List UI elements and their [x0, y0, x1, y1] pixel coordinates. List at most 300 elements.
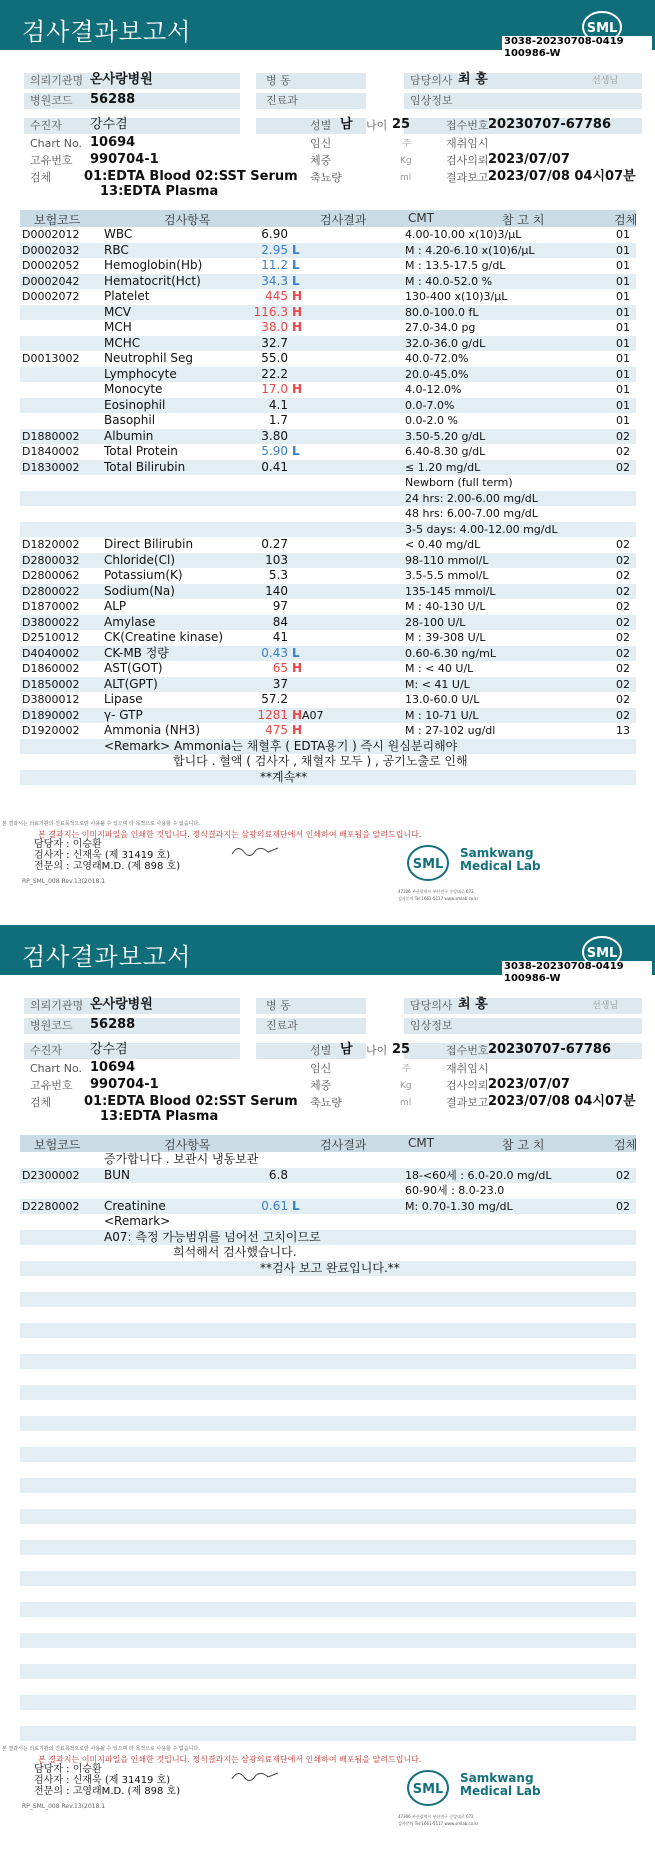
- table-row: [20, 506, 636, 522]
- table-row: [20, 429, 636, 445]
- test-result: 37: [272, 676, 288, 691]
- test-result: 0.61: [261, 1198, 288, 1213]
- specimen-code: 13: [616, 724, 630, 737]
- insurance-code: D1890002: [22, 708, 80, 722]
- test-result: 6.8: [268, 1167, 288, 1182]
- table-row: [20, 1602, 636, 1618]
- test-item: Direct Bilirubin: [104, 537, 194, 551]
- table-row: [20, 1493, 636, 1509]
- specimen-code: 02: [616, 429, 630, 443]
- lab-address: 47306 부산광역시 부산진구 중앙대로 672 검사문의 Tel:1661-5117 www.smlab.co.kr: [398, 1814, 479, 1826]
- table-row: [20, 1431, 636, 1447]
- weight-unit: Kg: [400, 156, 412, 166]
- specimen-line-1: 01:EDTA Blood 02:SST Serum: [84, 169, 298, 184]
- test-item: MCV: [104, 304, 131, 319]
- footer-disclaimer: 본 결과서는 의료기관의 진료목적으로만 사용될 수 있으며 타 목적으로 사용할 수 없습니다.: [2, 1746, 200, 1752]
- report-title: 검사결과보고서: [22, 943, 192, 971]
- table-row: [20, 568, 636, 584]
- test-item: Lymphocyte: [104, 366, 177, 381]
- report-label: 결과보고: [446, 1096, 489, 1109]
- footer-staff: 담당자 : 이승환 검사자 : 신재욱 (제 31419 호) 전문의 : 고영래M.D. (제 898 호): [34, 1764, 181, 1797]
- svg-text:SML: SML: [586, 946, 618, 961]
- report-label: 결과보고: [446, 171, 489, 184]
- test-item: MCH: [104, 320, 132, 334]
- result-flag: H: [292, 661, 303, 675]
- reference-range: M: 0.70-1.30 mg/dL: [405, 1199, 513, 1213]
- table-row: [20, 522, 636, 538]
- reference-range: 4.0-12.0%: [405, 383, 462, 396]
- test-result: 1.7: [268, 413, 288, 427]
- svg-text:SML: SML: [412, 1782, 444, 1797]
- table-row: [20, 382, 636, 398]
- test-item: Sodium(Na): [104, 583, 175, 598]
- reference-range: 98-110 mmol/L: [405, 553, 489, 567]
- reference-range: 18-<60세 : 6.0-20.0 mg/dL: [405, 1168, 552, 1182]
- table-row: [20, 599, 636, 615]
- specimen-code: 02: [616, 646, 630, 660]
- results-table-header: [20, 1135, 636, 1152]
- doctor-name: 최 홍: [458, 997, 488, 1012]
- test-item: Creatinine: [104, 1198, 166, 1213]
- specimen-code: 01: [616, 367, 630, 381]
- continued-note: **계속**: [260, 769, 308, 784]
- report-footer: [0, 1745, 655, 1850]
- request-label: 검사의뢰: [446, 154, 489, 167]
- patient-name: 강수겸: [90, 117, 128, 132]
- age-value: 25: [392, 1042, 411, 1057]
- test-item: Lipase: [104, 692, 143, 706]
- test-result: 4.1: [268, 397, 288, 412]
- weight-label: 체중: [310, 154, 332, 167]
- table-row: [20, 1245, 636, 1261]
- insurance-code: D2280002: [22, 1199, 80, 1213]
- reference-range: 3.5-5.5 mmol/L: [405, 569, 489, 582]
- signature-icon: [230, 842, 280, 860]
- reference-range: 6.40-8.30 g/dL: [405, 445, 486, 458]
- specimen-code: 01: [616, 274, 630, 288]
- table-row: [20, 1633, 636, 1649]
- table-row: [20, 258, 636, 274]
- specimen-code: 02: [616, 553, 630, 567]
- test-item: Ammonia (NH3): [104, 723, 201, 737]
- test-item: Total Protein: [104, 444, 178, 458]
- test-item: Amylase: [104, 614, 156, 629]
- test-item: Eosinophil: [104, 397, 166, 412]
- test-item: CK-MB 정량: [104, 645, 169, 660]
- specimen-code: 02: [616, 708, 630, 722]
- hospital-label: 의뢰기관명: [30, 999, 84, 1012]
- specimen-code: 02: [616, 662, 630, 675]
- specimen-label: 검체: [30, 171, 52, 184]
- table-row: [20, 630, 636, 646]
- table-row: [20, 537, 636, 553]
- test-result: 17.0: [261, 382, 288, 396]
- results-table-header: [20, 210, 636, 227]
- test-item: AST(GOT): [104, 661, 163, 675]
- col-result: 검사결과: [320, 213, 367, 227]
- specimen-code: 01: [616, 290, 630, 303]
- test-result: 5.3: [268, 568, 288, 582]
- specimen-code: 01: [616, 259, 630, 272]
- samkwang-logo-icon: [405, 843, 451, 883]
- test-item: Total Bilirubin: [104, 459, 186, 474]
- result-flag: H: [292, 382, 303, 396]
- remark-line: 희석해서 검사했습니다.: [173, 1245, 297, 1259]
- report-page-2: [0, 925, 655, 1850]
- footer-disclaimer: 본 결과서는 의료기관의 진료목적으로만 사용될 수 있으며 타 목적으로 사용할 수 없습니다.: [2, 821, 200, 827]
- reference-range: 48 hrs: 6.00-7.00 mg/dL: [405, 507, 538, 520]
- test-result: 6.90: [261, 227, 288, 241]
- test-item: WBC: [104, 227, 133, 241]
- table-row: [20, 1261, 636, 1277]
- footer-notice: 본 결과지는 이미지파일을 인쇄한 것입니다. 정식결과지는 삼광의료재단에서 인쇄하여 배포됨을 알려드립니다.: [38, 1755, 422, 1764]
- reference-range: < 0.40 mg/dL: [405, 538, 481, 551]
- test-item: ALT(GPT): [104, 676, 158, 691]
- specimen-line-2: 13:EDTA Plasma: [100, 1109, 219, 1124]
- table-row: [20, 723, 636, 739]
- test-item: Basophil: [104, 413, 156, 427]
- specimen-code: 01: [616, 243, 630, 257]
- comment-code: A07: [302, 708, 324, 722]
- table-row: [20, 1447, 636, 1463]
- insurance-code: D2510012: [22, 631, 80, 644]
- specimen-line-1: 01:EDTA Blood 02:SST Serum: [84, 1094, 298, 1109]
- insurance-code: D1880002: [22, 429, 80, 443]
- test-result: 32.7: [261, 335, 288, 350]
- insurance-code: D0002012: [22, 228, 80, 241]
- reference-range: ≤ 1.20 mg/dL: [405, 460, 481, 474]
- doctor-label: 담당의사: [410, 74, 453, 87]
- form-revision: RP_SML_008 Rev.13(2018.1: [22, 878, 106, 885]
- reference-range: 3.50-5.20 g/dL: [405, 429, 486, 443]
- table-row: [20, 1617, 636, 1633]
- hosp-code: 56288: [90, 1017, 136, 1032]
- test-result: 1281: [257, 707, 288, 722]
- col-spec: 검체: [614, 1138, 638, 1152]
- svg-text:SML: SML: [412, 857, 444, 872]
- document-number: 3038-20230708-0419 100986-W: [502, 961, 652, 985]
- table-row: [20, 1168, 636, 1184]
- test-result: 34.3: [261, 273, 288, 288]
- ward-label: 병 동: [266, 999, 291, 1012]
- insurance-code: D2800062: [22, 569, 80, 582]
- insurance-code: D0013002: [22, 352, 80, 365]
- reference-range: 0.0-2.0 %: [405, 414, 458, 427]
- reference-range: 130-400 x(10)3/μL: [405, 290, 508, 303]
- patient-label: 수진자: [30, 1044, 62, 1057]
- request-date: 2023/07/07: [488, 1077, 570, 1092]
- urine-unit: ml: [400, 1098, 412, 1108]
- id-number: 990704-1: [90, 152, 159, 167]
- table-row: [20, 1648, 636, 1664]
- reference-range: 40.0-72.0%: [405, 352, 469, 365]
- insurance-code: D1840002: [22, 445, 80, 458]
- result-flag: H: [292, 707, 303, 722]
- results-table-body: [20, 227, 636, 785]
- table-row: [20, 1540, 636, 1556]
- table-row: [20, 320, 636, 336]
- report-complete-note: **검사 보고 완료입니다.**: [260, 1260, 400, 1275]
- reference-range: 0.0-7.0%: [405, 398, 455, 412]
- specimen-code: 02: [616, 615, 630, 629]
- hosp-code-label: 병원코드: [30, 1019, 73, 1032]
- test-result: 57.2: [261, 692, 288, 706]
- table-row: [20, 584, 636, 600]
- table-row: [20, 1354, 636, 1370]
- test-result: 0.43: [261, 645, 288, 660]
- insurance-code: D1870002: [22, 600, 80, 613]
- specimen-code: 01: [616, 321, 630, 334]
- test-result: 41: [272, 630, 288, 644]
- svg-text:SML: SML: [586, 21, 618, 36]
- test-item: MCHC: [104, 335, 141, 350]
- test-item: CK(Creatine kinase): [104, 630, 224, 644]
- test-result: 97: [272, 599, 288, 613]
- specimen-code: 02: [616, 677, 630, 691]
- table-row: [20, 615, 636, 631]
- table-row: [20, 708, 636, 724]
- insurance-code: D3800012: [22, 693, 80, 706]
- reference-range: M: < 41 U/L: [405, 677, 470, 691]
- table-row: [20, 1695, 636, 1711]
- test-result: 140: [265, 583, 288, 598]
- table-row: [20, 739, 636, 755]
- test-result: 0.41: [261, 459, 288, 474]
- col-item: 검사항목: [164, 213, 211, 227]
- table-row: [20, 475, 636, 491]
- table-row: [20, 1199, 636, 1215]
- table-row: [20, 1571, 636, 1587]
- test-result: 3.80: [261, 428, 288, 443]
- insurance-code: D1920002: [22, 724, 80, 737]
- table-row: [20, 413, 636, 429]
- insurance-code: D2800022: [22, 584, 80, 598]
- clinical-label: 임상정보: [410, 94, 453, 107]
- reference-range: M : 13.5-17.5 g/dL: [405, 259, 506, 272]
- test-result: 11.2: [261, 258, 288, 272]
- patient-name: 강수겸: [90, 1042, 128, 1057]
- table-row: [20, 1400, 636, 1416]
- chart-label: Chart No.: [30, 1062, 82, 1075]
- chart-number: 10694: [90, 1060, 136, 1075]
- test-result: 65: [272, 661, 288, 675]
- table-row: [20, 1292, 636, 1308]
- age-label: 나이: [366, 1044, 388, 1057]
- result-flag: H: [292, 320, 303, 334]
- reference-range: Newborn (full term): [405, 476, 513, 489]
- weight-label: 체중: [310, 1079, 332, 1092]
- receipt-label: 접수번호: [446, 1044, 489, 1057]
- table-row: [20, 289, 636, 305]
- col-code: 보험코드: [34, 1138, 81, 1152]
- reference-range: 27.0-34.0 pg: [405, 321, 476, 334]
- insurance-code: D4040002: [22, 646, 80, 660]
- doctor-suffix: 선생님: [592, 76, 619, 86]
- lab-name: Samkwang Medical Lab: [460, 1771, 541, 1798]
- table-row: [20, 243, 636, 259]
- table-row: [20, 661, 636, 677]
- col-cmt: CMT: [408, 1136, 435, 1150]
- specimen-code: 01: [616, 305, 630, 319]
- reference-range: 24 hrs: 2.00-6.00 mg/dL: [405, 491, 538, 505]
- specimen-code: 02: [616, 460, 630, 474]
- id-number: 990704-1: [90, 1077, 159, 1092]
- sex-label: 성별: [310, 1044, 332, 1057]
- table-row: [20, 1385, 636, 1401]
- table-row: [20, 1509, 636, 1525]
- specimen-label: 검체: [30, 1096, 52, 1109]
- report-footer: [0, 820, 655, 925]
- specimen-code: 01: [616, 228, 630, 241]
- col-result: 검사결과: [320, 1138, 367, 1152]
- table-row: [20, 1230, 636, 1246]
- table-row: [20, 1276, 636, 1292]
- test-result: 22.2: [261, 366, 288, 381]
- remark-line: A07: 측정 가능범위를 넘어선 고치이므로: [104, 1229, 321, 1244]
- specimen-line-2: 13:EDTA Plasma: [100, 184, 219, 199]
- test-result: 445: [265, 289, 288, 303]
- lab-name: Samkwang Medical Lab: [460, 846, 541, 873]
- table-row: [20, 1478, 636, 1494]
- table-row: [20, 351, 636, 367]
- table-row: [20, 1323, 636, 1339]
- test-item: Hemoglobin(Hb): [104, 258, 203, 272]
- table-row: [20, 1416, 636, 1432]
- table-row: [20, 1307, 636, 1323]
- reference-range: M : 4.20-6.10 x(10)6/μL: [405, 243, 535, 257]
- test-item: γ- GTP: [104, 707, 143, 722]
- doctor-name: 최 홍: [458, 72, 488, 87]
- reference-range: M : 40.0-52.0 %: [405, 274, 493, 288]
- col-ref: 참 고 치: [502, 213, 545, 227]
- col-ref: 참 고 치: [502, 1138, 545, 1152]
- insurance-code: D1820002: [22, 538, 80, 551]
- test-item: Monocyte: [104, 382, 163, 396]
- age-label: 나이: [366, 119, 388, 132]
- table-row: [20, 1462, 636, 1478]
- table-row: [20, 1214, 636, 1230]
- remark-line: 합니다 . 혈액 ( 검사자 , 채혈자 모두 ) , 공기노출로 인해: [173, 754, 468, 768]
- recollect-label: 재취임시: [446, 1062, 489, 1075]
- table-row: [20, 1152, 636, 1168]
- table-row: [20, 460, 636, 476]
- test-item: BUN: [104, 1167, 130, 1182]
- table-row: [20, 754, 636, 770]
- clinical-label: 임상정보: [410, 1019, 453, 1032]
- specimen-code: 02: [616, 600, 630, 613]
- pregnancy-unit: 주: [402, 139, 411, 149]
- test-item: ALP: [104, 599, 127, 613]
- id-label: 고유번호: [30, 1079, 73, 1092]
- test-item: Potassium(K): [104, 568, 183, 582]
- footer-notice: 본 결과지는 이미지파일을 인쇄한 것입니다. 정식결과지는 삼광의료재단에서 인쇄하여 배포됨을 알려드립니다.: [38, 830, 422, 839]
- form-revision: RP_SML_008 Rev.13(2018.1: [22, 1803, 106, 1810]
- result-flag: H: [292, 304, 303, 319]
- reference-range: 80.0-100.0 fL: [405, 305, 479, 319]
- request-date: 2023/07/07: [488, 152, 570, 167]
- reference-range: 0.60-6.30 ng/mL: [405, 646, 496, 660]
- reference-range: M : 27-102 ug/dl: [405, 724, 496, 737]
- insurance-code: D2300002: [22, 1168, 80, 1182]
- result-flag: L: [292, 444, 300, 458]
- reference-range: M : 39-308 U/L: [405, 631, 486, 644]
- table-row: [20, 646, 636, 662]
- recollect-label: 재취임시: [446, 137, 489, 150]
- col-item: 검사항목: [164, 1138, 211, 1152]
- table-row: [20, 1555, 636, 1571]
- results-table-body: [20, 1152, 636, 1741]
- test-item: Albumin: [104, 428, 154, 443]
- insurance-code: D0002032: [22, 243, 80, 257]
- patient-info: [24, 68, 644, 199]
- table-row: [20, 398, 636, 414]
- test-result: 116.3: [253, 304, 288, 319]
- dept-label: 진료과: [266, 1019, 298, 1032]
- specimen-code: 01: [616, 352, 630, 365]
- test-result: 55.0: [261, 351, 288, 365]
- reference-range: 3-5 days: 4.00-12.00 mg/dL: [405, 522, 558, 536]
- insurance-code: D0002072: [22, 290, 80, 303]
- result-flag: H: [292, 723, 303, 737]
- lab-address: 47306 부산광역시 부산진구 중앙대로 672 검사문의 Tel:1661-5117 www.smlab.co.kr: [398, 889, 479, 901]
- test-result: 103: [265, 552, 288, 567]
- test-result: 0.27: [261, 537, 288, 551]
- insurance-code: D1860002: [22, 662, 80, 675]
- reference-range: 28-100 U/L: [405, 615, 466, 629]
- document-number: 3038-20230708-0419 100986-W: [502, 36, 652, 60]
- table-row: [20, 553, 636, 569]
- patient-label: 수진자: [30, 119, 62, 132]
- result-flag: L: [292, 242, 300, 257]
- result-flag: L: [292, 273, 300, 288]
- insurance-code: D2800032: [22, 553, 80, 567]
- sex-value: 남: [340, 117, 353, 132]
- table-row: [20, 491, 636, 507]
- reference-range: 60-90세 : 8.0-23.0: [405, 1184, 505, 1197]
- weight-unit: Kg: [400, 1081, 412, 1091]
- reference-range: M : 10-71 U/L: [405, 708, 479, 722]
- id-label: 고유번호: [30, 154, 73, 167]
- reference-range: 32.0-36.0 g/dL: [405, 336, 486, 350]
- doctor-label: 담당의사: [410, 999, 453, 1012]
- table-row: [20, 1710, 636, 1726]
- pregnancy-unit: 주: [402, 1064, 411, 1074]
- specimen-code: 02: [616, 538, 630, 551]
- reference-range: 13.0-60.0 U/L: [405, 693, 480, 706]
- table-row: [20, 305, 636, 321]
- sex-label: 성별: [310, 119, 332, 132]
- hospital-label: 의뢰기관명: [30, 74, 84, 87]
- test-item: Platelet: [104, 289, 150, 303]
- test-result: 84: [272, 614, 288, 629]
- hospital-name: 온사랑병원: [90, 997, 153, 1012]
- table-row: [20, 1679, 636, 1695]
- test-item: 증가합니다 . 보관시 냉동보관: [104, 1152, 259, 1166]
- table-row: [20, 770, 636, 786]
- table-row: [20, 1183, 636, 1199]
- test-item: Chloride(Cl): [104, 552, 176, 567]
- specimen-code: 02: [616, 1199, 630, 1213]
- doctor-suffix: 선생님: [592, 1001, 619, 1011]
- test-item: Hematocrit(Hct): [104, 273, 201, 288]
- test-item: Neutrophil Seg: [104, 351, 194, 365]
- report-time: 2023/07/08 04시07분: [488, 169, 636, 184]
- urine-label: 축뇨량: [310, 171, 342, 184]
- hospital-name: 온사랑병원: [90, 72, 153, 87]
- hosp-code-label: 병원코드: [30, 94, 73, 107]
- table-row: [20, 367, 636, 383]
- specimen-code: 01: [616, 414, 630, 427]
